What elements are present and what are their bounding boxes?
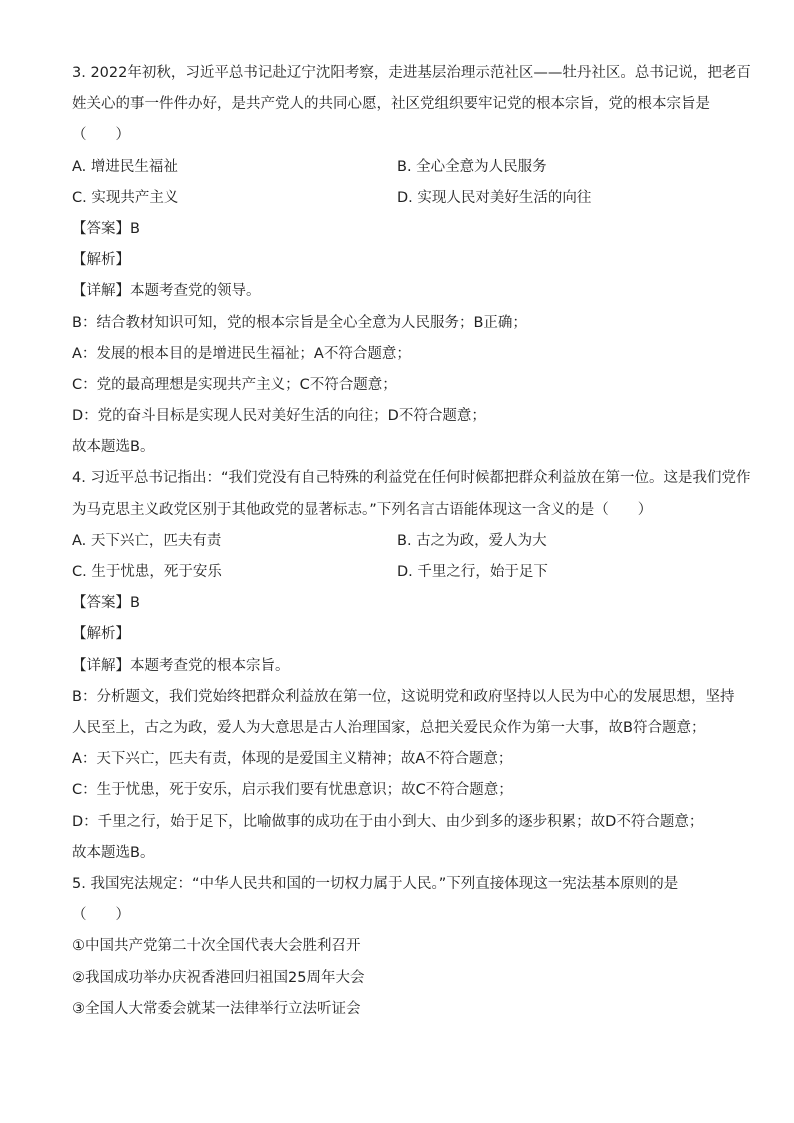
q3-stem-line-2: 姓关心的事一件件办好，是共产党人的共同心愿，社区党组织要牢记党的根本宗旨，党的根本宗旨是 <box>72 96 710 113</box>
q5-item-3: ③全国人大常委会就某一法律举行立法听证会 <box>72 1000 361 1017</box>
q3-options-row-1 <box>72 152 722 183</box>
q4-explain-a: A：天下兴亡，匹夫有责，体现的是爱国主义精神；故A不符合题意； <box>72 751 513 768</box>
q4-answer: 【答案】B <box>72 595 140 612</box>
q4-options-row-1 <box>72 526 722 557</box>
q3-explain-b: B：结合教材知识可知，党的根本宗旨是全心全意为人民服务；B正确； <box>72 314 527 331</box>
document-page <box>72 58 751 1025</box>
q4-explain-d: D：千里之行，始于足下，比喻做事的成功在于由小到大、由少到多的逐步积累；故D不符合题意； <box>72 813 704 830</box>
q4-explain-c: C：生于忧患，死于安乐，启示我们要有忧患意识；故C不符合题意； <box>72 782 513 799</box>
q3-stem-line-3: （ ） <box>72 127 130 144</box>
q3-option-d: D. 实现人民对美好生活的向往 <box>397 189 592 206</box>
q3-analysis-label: 【解析】 <box>72 252 130 269</box>
q4-stem-line-1: 4. 习近平总书记指出：“我们党没有自己特殊的利益党在任何时候都把群众利益放在第一位。这是我们党作 <box>72 470 751 487</box>
q4-options-row-2 <box>72 557 722 588</box>
q3-answer: 【答案】B <box>72 220 140 237</box>
q4-option-d: D. 千里之行，始于足下 <box>397 564 548 581</box>
q4-stem-line-2: 为马克思主义政党区别于其他政党的显著标志。”下列名言古语能体现这一含义的是（ ） <box>72 501 653 518</box>
q3-stem-line-1: 3. 2022年初秋，习近平总书记赴辽宁沈阳考察，走进基层治理示范社区——牡丹社区。总书记说，把老百 <box>72 65 751 81</box>
q4-detail: 【详解】本题考查党的根本宗旨。 <box>72 657 290 674</box>
q3-explain-c: C：党的最高理想是实现共产主义；C不符合题意； <box>72 376 397 393</box>
q3-option-a: A. 增进民生福祉 <box>72 158 178 175</box>
q3-conclusion: 故本题选B。 <box>72 439 155 456</box>
q3-options-row-2 <box>72 183 722 214</box>
q4-option-a: A. 天下兴亡，匹夫有责 <box>72 532 222 549</box>
q4-conclusion: 故本题选B。 <box>72 844 155 861</box>
q5-stem-line-1: 5. 我国宪法规定：“中华人民共和国的一切权力属于人民。”下列直接体现这一宪法基本原则的是 <box>72 875 679 892</box>
q4-analysis-label: 【解析】 <box>72 626 130 643</box>
q4-option-b: B. 古之为政，爱人为大 <box>397 532 547 549</box>
q4-explain-b-line-1: B：分析题文，我们党始终把群众利益放在第一位，这说明党和政府坚持以人民为中心的发展思想，坚持 <box>72 688 735 705</box>
q3-option-b: B. 全心全意为人民服务 <box>397 158 547 175</box>
q3-detail: 【详解】本题考查党的领导。 <box>72 283 261 300</box>
q4-explain-b-line-2: 人民至上，古之为政，爱人为大意思是古人治理国家，总把关爱民众作为第一大事，故B符合题意； <box>72 720 706 736</box>
q3-explain-d: D：党的奋斗目标是实现人民对美好生活的向往；D不符合题意； <box>72 408 486 425</box>
q3-explain-a: A：发展的根本目的是增进民生福祉；A不符合题意； <box>72 345 411 362</box>
q5-item-2: ②我国成功举办庆祝香港回归祖国25周年大会 <box>72 969 365 986</box>
q4-option-c: C. 生于忧患，死于安乐 <box>72 564 222 581</box>
q5-item-1: ①中国共产党第二十次全国代表大会胜利召开 <box>72 938 361 955</box>
q5-stem-line-2: （ ） <box>72 907 130 924</box>
q3-option-c: C. 实现共产主义 <box>72 189 179 206</box>
